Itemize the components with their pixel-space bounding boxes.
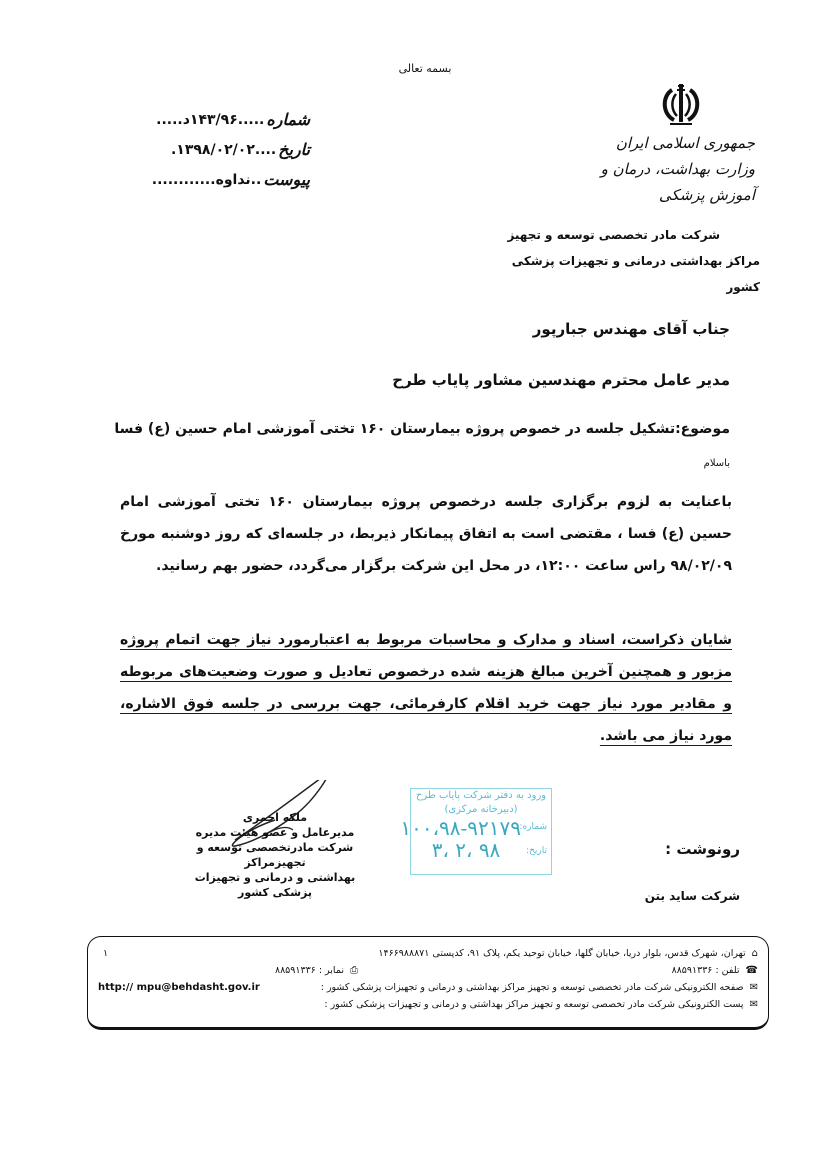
body-paragraph-2: [120, 624, 732, 752]
website-label: صفحه الکترونیکی شرکت مادر تخصصی توسعه و تجهیز مراکز بهداشتی و درمانی و تجهیزات پزشکی کشور :: [320, 982, 744, 993]
footer-phone-row: [88, 962, 768, 979]
fax-value: ۸۸۵۹۱۳۳۶: [274, 965, 316, 976]
ministry-line-2: وزارت بهداشت، درمان و آموزش پزشکی: [600, 160, 755, 204]
ministry-logo-text: [570, 130, 755, 208]
attachment-value: ..نداوه............: [151, 172, 262, 188]
signer-details: [175, 810, 375, 900]
letter-number-label: شماره: [266, 110, 310, 129]
stamp-date-value: ۹۸ ،۲ ،۳: [431, 838, 501, 862]
stamp-date-label: تاریخ:: [526, 846, 547, 856]
cc-label: رونوشت :: [665, 840, 740, 858]
fax-group: [275, 962, 358, 979]
phone-label: تلفن :: [715, 965, 740, 976]
page-number: ۱: [103, 948, 109, 959]
attachment-label: پیوست: [263, 170, 310, 189]
letter-number-value: .....۱۴۳/۹۶د.....: [156, 112, 265, 128]
letter-meta: [140, 105, 310, 195]
cc-recipient: شرکت ساید بتن: [644, 889, 740, 903]
org-line-2: مراکز بهداشتی درمانی و تجهیزات پزشکی کشور: [511, 254, 760, 294]
phone-value: ۸۸۵۹۱۳۳۶: [671, 965, 713, 976]
location-icon: ⌂: [751, 948, 758, 959]
envelope-icon: ✉: [749, 982, 758, 993]
iran-emblem-icon: [660, 80, 702, 128]
footer-address-row: [88, 945, 768, 962]
stamp-number-label: شماره:: [519, 822, 547, 832]
fax-icon: ⎙: [350, 965, 358, 976]
body-paragraph-1-text: باعنایت به لزوم برگزاری جلسه درخصوص پروژه بیمارستان ۱۶۰ تختی آموزشی امام حسین (ع) فسا ، مقتضی است به اتفاق پیمانکار ذیربط، در جلسه‌ای که روز دوشنبه مورخ ۹۸/۰۲/۰۹ راس ساعت ۱۲:۰۰، در محل این شرکت برگزار می‌گردد، حضور بهم رسانید.: [120, 494, 732, 574]
footer-email-row: [88, 996, 768, 1013]
phone-icon: ☎: [745, 965, 758, 976]
addressee-name: جناب آقای مهندس جبارپور: [532, 320, 730, 338]
website-link[interactable]: http:// mpu@behdasht.gov.ir: [98, 982, 260, 993]
envelope-icon: ✉: [749, 999, 758, 1010]
signer-title-2: شرکت مادرتخصصی توسعه و تجهیزمراکز: [196, 841, 354, 869]
attachment-row: [140, 165, 310, 195]
signer-name: ملکه احمری: [242, 811, 308, 824]
signer-title-1: مدیرعامل و عضو هیئت مدیره: [195, 826, 355, 839]
signer-title-3: بهداشتی و درمانی و تجهیزات پزشکی کشور: [194, 871, 356, 899]
body-paragraph-1: [120, 486, 732, 582]
email-label: پست الکترونیکی شرکت مادر تخصصی توسعه و تجهیز مراکز بهداشتی و درمانی و تجهیزات پزشکی کشور :: [324, 999, 744, 1010]
bismillah-heading: بسمه تعالی: [398, 62, 452, 75]
letterhead-footer: [87, 936, 769, 1030]
stamp-number-value: ۱۰۰،۹۸-۹۲۱۷۹: [400, 816, 521, 840]
letter-number-row: [140, 105, 310, 135]
footer-website-row: [88, 979, 768, 996]
letter-date-label: تاریخ: [278, 140, 310, 159]
stamp-line-1: ورود به دفتر شرکت پایاب طرح: [415, 790, 547, 801]
letter-subject: موضوع:تشکیل جلسه در خصوص پروژه بیمارستان ۱۶۰ تختی آموزشی امام حسین (ع) فسا: [114, 421, 730, 437]
ministry-line-1: جمهوری اسلامی ایران: [615, 134, 755, 152]
org-line-1: شرکت مادر تخصصی توسعه و تجهیز: [507, 228, 720, 242]
signature-block: [175, 780, 375, 899]
greeting: باسلام: [703, 458, 730, 469]
organization-header: [480, 222, 760, 300]
footer-address: تهران، شهرک قدس، بلوار دریا، خیابان گلها، خیابان توحید یکم، پلاک ۹۱، کدپستی ۱۴۶۶۹۸۸۸۷۱: [378, 948, 746, 959]
body-paragraph-2-text: شایان ذکراست، اسناد و مدارک و محاسبات مربوط به اعتبارمورد نیاز جهت اتمام پروژه مزبور و همچنین آخرین مبالغ هزینه شده درخصوص تعادیل و صورت وضعیت‌های مربوطه و مقادیر مورد نیاز جهت خرید اقلام کارفرمائی، جهت بررسی در جلسه فوق الاشاره، مورد نیاز می باشد.: [120, 632, 732, 744]
fax-label: نمابر :: [318, 965, 344, 976]
addressee-title: مدیر عامل محترم مهندسین مشاور پایاب طرح: [392, 371, 730, 389]
letter-date-value: ....۱۳۹۸/۰۲/۰۲.: [170, 142, 277, 158]
received-stamp: [400, 788, 552, 875]
letter-date-row: [140, 135, 310, 165]
stamp-line-2: (دبیرخانه مرکزی): [444, 804, 518, 815]
